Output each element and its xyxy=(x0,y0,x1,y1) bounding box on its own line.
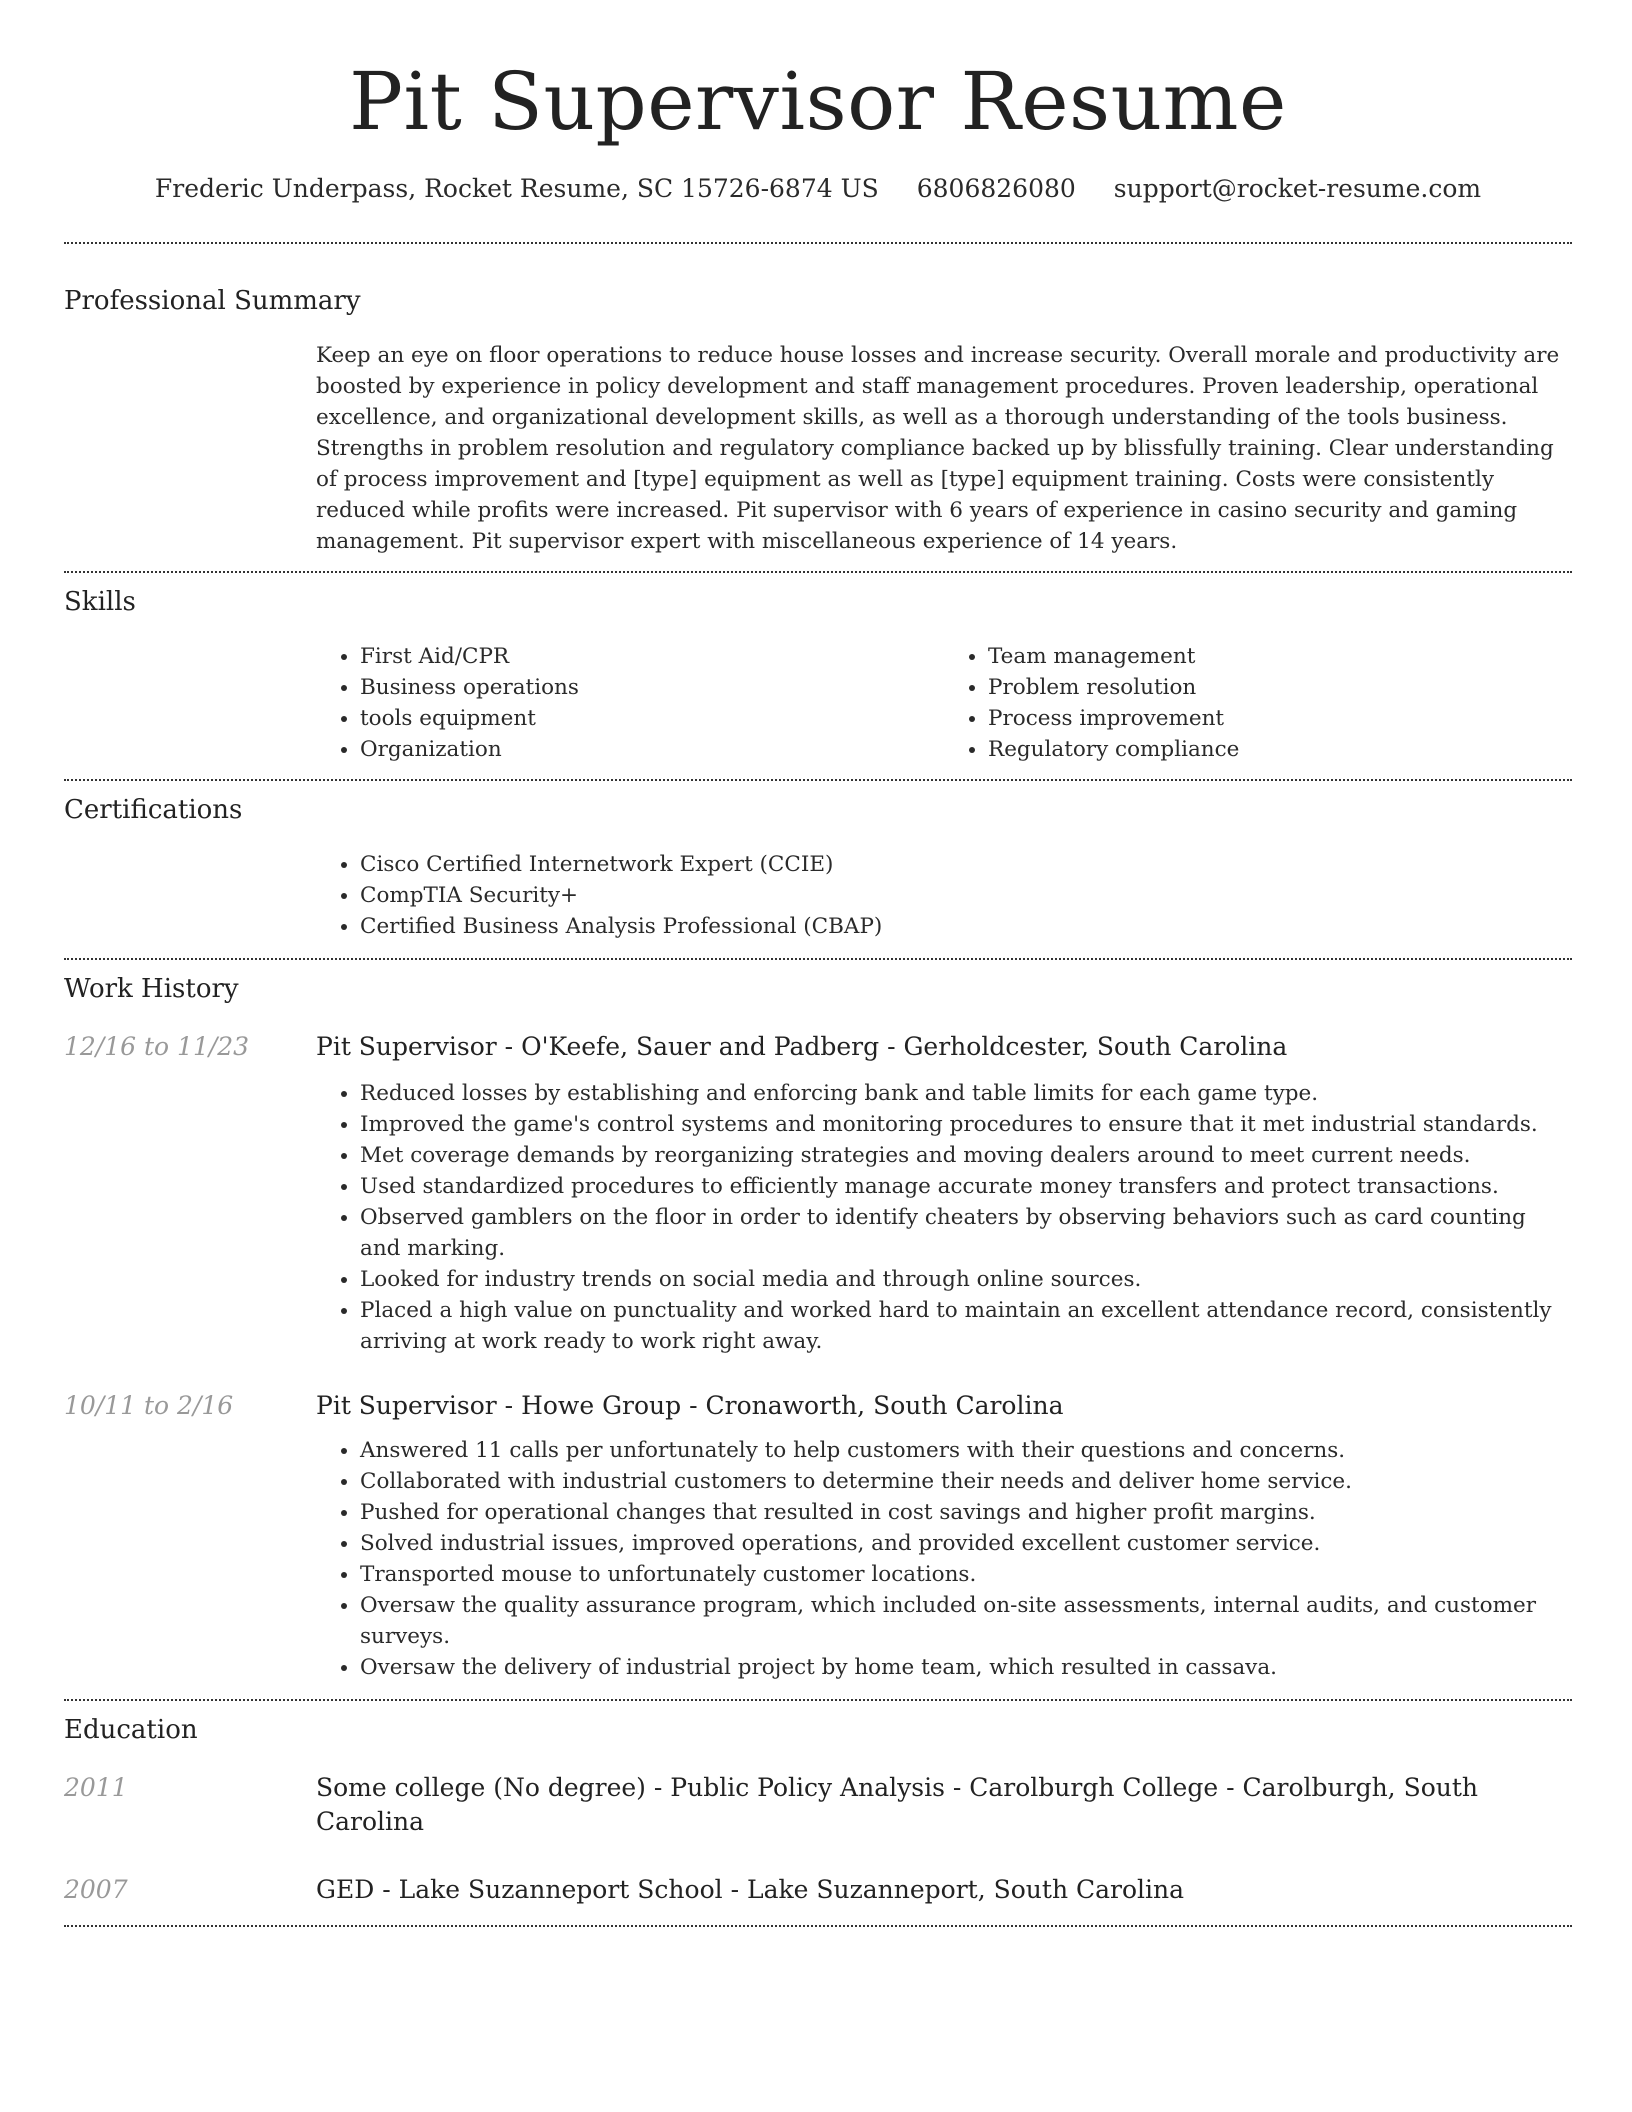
skill-item: • First Aid/CPR xyxy=(360,641,944,672)
work-section xyxy=(64,960,1572,1683)
resume-page xyxy=(64,0,1572,1927)
skill-item: • Regulatory compliance xyxy=(988,734,1572,765)
job-bullet-list xyxy=(316,1435,1572,1683)
skills-grid xyxy=(316,641,1572,765)
job-bullets xyxy=(316,1435,1572,1683)
job-bullet: • Looked for industry trends on social media and through online sources. xyxy=(360,1264,1572,1295)
education-school: - Lake Suzanneport School - Lake Suzanneport, South Carolina xyxy=(374,1875,1185,1904)
job-bullet: • Transported mouse to unfortunately customer locations. xyxy=(360,1559,1572,1590)
job-title: Pit Supervisor - Howe Group - Cronaworth, South Carolina xyxy=(316,1391,1064,1420)
skill-item: • Organization xyxy=(360,734,944,765)
education-degree: Some college (No degree) - Public Policy Analysis xyxy=(316,1773,945,1802)
job-bullets xyxy=(316,1078,1572,1357)
education-details xyxy=(316,1771,1572,1839)
skill-item: • tools equipment xyxy=(360,703,944,734)
education-details xyxy=(316,1873,1184,1907)
job-dates: 12/16 to 11/23 xyxy=(64,1032,250,1061)
job-bullet: • Pushed for operational changes that resulted in cost savings and higher profit margins. xyxy=(360,1497,1572,1528)
section-title-summary: Professional Summary xyxy=(64,286,361,316)
divider xyxy=(64,1925,1572,1927)
job-entry xyxy=(64,1389,1572,1683)
summary-text: Keep an eye on floor operations to reduce house losses and increase security. Overall morale and productivity are boosted by experience in policy development and staff management procedures. Proven leadership, operational excellence, and organizational development skills, as well as a thorough understanding of the tools business. Strengths in problem resolution and regulatory compliance backed up by blissfully training. Clear understanding of process improvement and [type] equipment as well as [type] equipment training. Costs were consistently reduced while profits were increased. Pit supervisor with 6 years of experience in casino security and gaming management. Pit supervisor expert with miscellaneous experience of 14 years. xyxy=(316,343,1560,554)
certifications-section xyxy=(64,781,1572,942)
job-header xyxy=(64,1389,1572,1423)
job-entry xyxy=(64,1030,1572,1357)
job-bullet: • Collaborated with industrial customers to determine their needs and deliver home service. xyxy=(360,1466,1572,1497)
certification-item: • CompTIA Security+ xyxy=(360,880,1572,911)
job-bullet: • Solved industrial issues, improved operations, and provided excellent customer service. xyxy=(360,1528,1572,1559)
job-bullet-list xyxy=(316,1078,1572,1357)
contact-phone: 6806826080 xyxy=(916,174,1076,203)
job-bullet: • Oversaw the quality assurance program, which included on-site assessments, internal audits, and customer surveys. xyxy=(360,1590,1572,1652)
job-bullet: • Placed a high value on punctuality and worked hard to maintain an excellent attendance record, consistently arriving at work ready to work right away. xyxy=(360,1295,1572,1357)
contact-line xyxy=(64,172,1572,206)
section-title-education: Education xyxy=(64,1715,198,1745)
education-school: - Carolburgh College - Carolburgh, South Carolina xyxy=(316,1773,1478,1836)
section-title-certifications: Certifications xyxy=(64,795,243,825)
contact-email: support@rocket-resume.com xyxy=(1113,174,1482,203)
certification-item: • Certified Business Analysis Professional (CBAP) xyxy=(360,911,1572,942)
contact-address: Frederic Underpass, Rocket Resume, SC 15726-6874 US xyxy=(154,174,879,203)
job-bullet: • Used standardized procedures to efficiently manage accurate money transfers and protect transactions. xyxy=(360,1171,1572,1202)
education-year: 2011 xyxy=(64,1773,128,1802)
certification-item: • Cisco Certified Internetwork Expert (CCIE) xyxy=(360,849,1572,880)
job-header xyxy=(64,1030,1572,1064)
section-title-work: Work History xyxy=(64,974,239,1004)
education-year: 2007 xyxy=(64,1875,128,1904)
certifications-body xyxy=(316,849,1572,942)
summary-section xyxy=(64,244,1572,557)
education-section xyxy=(64,1701,1572,1907)
job-bullet: • Oversaw the delivery of industrial project by home team, which resulted in cassava. xyxy=(360,1652,1572,1683)
section-title-skills: Skills xyxy=(64,587,136,617)
skills-section xyxy=(64,573,1572,765)
skill-item: • Business operations xyxy=(360,672,944,703)
page-title: Pit Supervisor Resume xyxy=(349,55,1287,148)
education-entry xyxy=(64,1771,1572,1839)
education-entry xyxy=(64,1873,1572,1907)
skills-list-left xyxy=(316,641,944,765)
job-bullet: • Answered 11 calls per unfortunately to help customers with their questions and concerns. xyxy=(360,1435,1572,1466)
job-bullet: • Reduced losses by establishing and enforcing bank and table limits for each game type. xyxy=(360,1078,1572,1109)
job-bullet: • Met coverage demands by reorganizing strategies and moving dealers around to meet current needs. xyxy=(360,1140,1572,1171)
skills-list-right xyxy=(944,641,1572,765)
skill-item: • Team management xyxy=(988,641,1572,672)
skill-item: • Process improvement xyxy=(988,703,1572,734)
job-dates: 10/11 to 2/16 xyxy=(64,1391,234,1420)
job-bullet: • Observed gamblers on the floor in order to identify cheaters by observing behaviors such as card counting and marking. xyxy=(360,1202,1572,1264)
skill-item: • Problem resolution xyxy=(988,672,1572,703)
job-title: Pit Supervisor - O'Keefe, Sauer and Padberg - Gerholdcester, South Carolina xyxy=(316,1032,1288,1061)
education-degree: GED xyxy=(316,1875,375,1904)
job-bullet: • Improved the game's control systems and monitoring procedures to ensure that it met industrial standards. xyxy=(360,1109,1572,1140)
certifications-list xyxy=(316,849,1572,942)
